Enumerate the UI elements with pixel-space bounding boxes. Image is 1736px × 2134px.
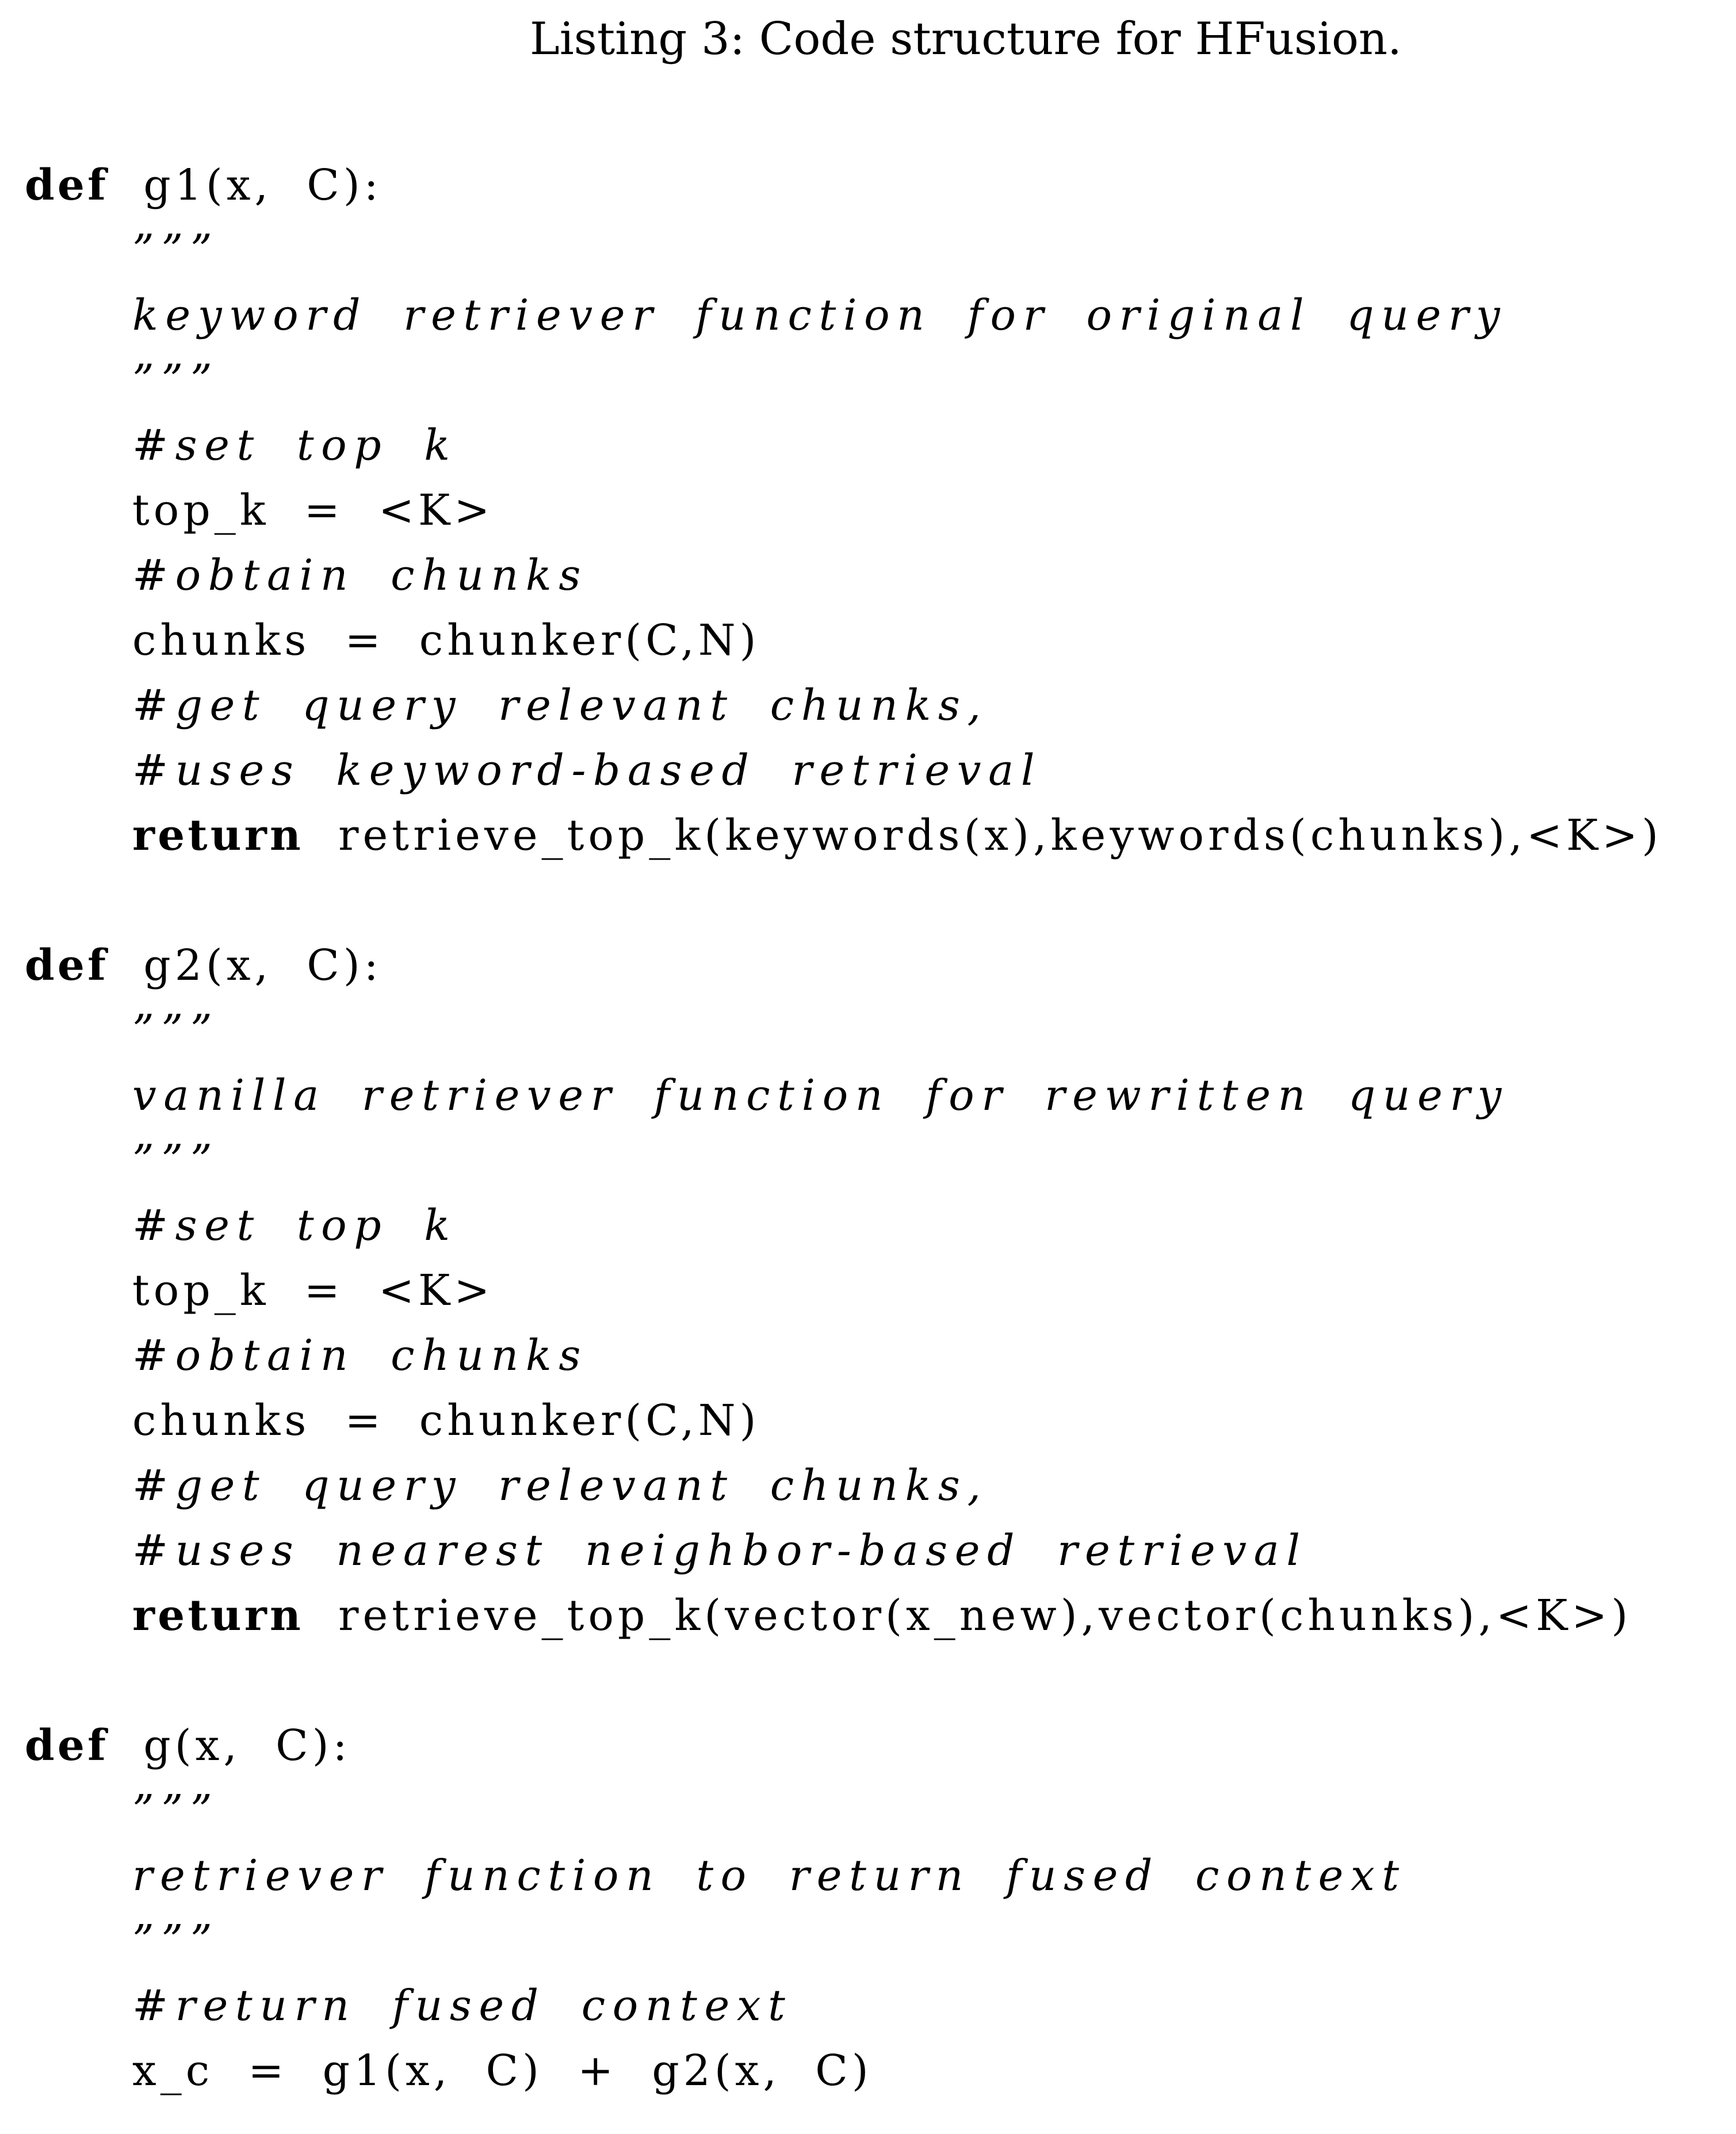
code-line <box>25 218 1736 283</box>
code-token: g1(x, C): <box>109 161 383 210</box>
code-listing <box>0 153 1736 2104</box>
code-line <box>25 1388 1736 1453</box>
comment-token: ””” <box>132 1916 220 1965</box>
code-line <box>25 348 1736 413</box>
keyword-token: return <box>132 811 304 860</box>
keyword-token: return <box>132 1591 304 1640</box>
comment-token: vanilla retriever function for rewritten query <box>132 1071 1509 1120</box>
code-line <box>25 1973 1736 2038</box>
comment-token: #get query relevant chunks, <box>132 1461 988 1510</box>
code-token: g(x, C): <box>109 1721 351 1770</box>
code-line <box>25 1518 1736 1583</box>
code-line <box>25 608 1736 673</box>
code-line <box>25 1193 1736 1258</box>
code-line <box>25 1453 1736 1518</box>
code-line <box>25 153 1736 218</box>
code-line <box>25 478 1736 543</box>
comment-token: ””” <box>132 226 220 275</box>
code-line <box>25 1778 1736 1843</box>
code-line <box>25 738 1736 803</box>
comment-token: #set top k <box>132 1201 457 1250</box>
comment-token: ””” <box>132 356 220 405</box>
code-line <box>25 803 1736 868</box>
code-line <box>25 933 1736 998</box>
code-line <box>25 998 1736 1063</box>
comment-token: #set top k <box>132 421 457 470</box>
code-line <box>25 2038 1736 2104</box>
comment-token: #return fused context <box>132 1981 793 2030</box>
code-token: g2(x, C): <box>109 941 383 990</box>
code-line <box>25 1323 1736 1388</box>
code-line <box>25 1258 1736 1323</box>
comment-token: ””” <box>132 1006 220 1055</box>
comment-token: #obtain chunks <box>132 551 588 600</box>
code-line <box>25 1713 1736 1778</box>
code-token: chunks = chunker(C,N) <box>132 616 760 665</box>
code-token: x_c = g1(x, C) + g2(x, C) <box>132 2046 873 2095</box>
keyword-token: def <box>25 1721 109 1770</box>
code-line <box>25 1063 1736 1128</box>
blank-line <box>25 1648 1736 1713</box>
comment-token: #obtain chunks <box>132 1331 588 1380</box>
blank-line <box>25 868 1736 933</box>
code-token: retrieve_top_k(keywords(x),keywords(chunks),<K>) <box>303 811 1662 860</box>
comment-token: ””” <box>132 1786 220 1835</box>
code-token: retrieve_top_k(vector(x_new),vector(chunks),<K>) <box>303 1591 1632 1640</box>
code-line <box>25 1908 1736 1973</box>
code-line <box>25 1843 1736 1908</box>
code-line <box>25 413 1736 478</box>
keyword-token: def <box>25 941 109 990</box>
comment-token: ””” <box>132 1136 220 1185</box>
comment-token: retriever function to return fused context <box>132 1851 1406 1900</box>
code-line <box>25 1128 1736 1193</box>
listing-caption: Listing 3: Code structure for HFusion. <box>530 13 1402 65</box>
comment-token: #get query relevant chunks, <box>132 681 988 730</box>
code-line <box>25 1583 1736 1648</box>
code-token: top_k = <K> <box>132 486 494 535</box>
page <box>0 7 1736 2104</box>
code-token: chunks = chunker(C,N) <box>132 1396 760 1445</box>
keyword-token: def <box>25 161 109 210</box>
code-line <box>25 673 1736 738</box>
code-line <box>25 543 1736 608</box>
comment-token: #uses nearest neighbor-based retrieval <box>132 1526 1307 1575</box>
comment-token: #uses keyword-based retrieval <box>132 746 1042 795</box>
code-line <box>25 283 1736 348</box>
code-token: top_k = <K> <box>132 1266 494 1315</box>
comment-token: keyword retriever function for original query <box>132 291 1508 340</box>
